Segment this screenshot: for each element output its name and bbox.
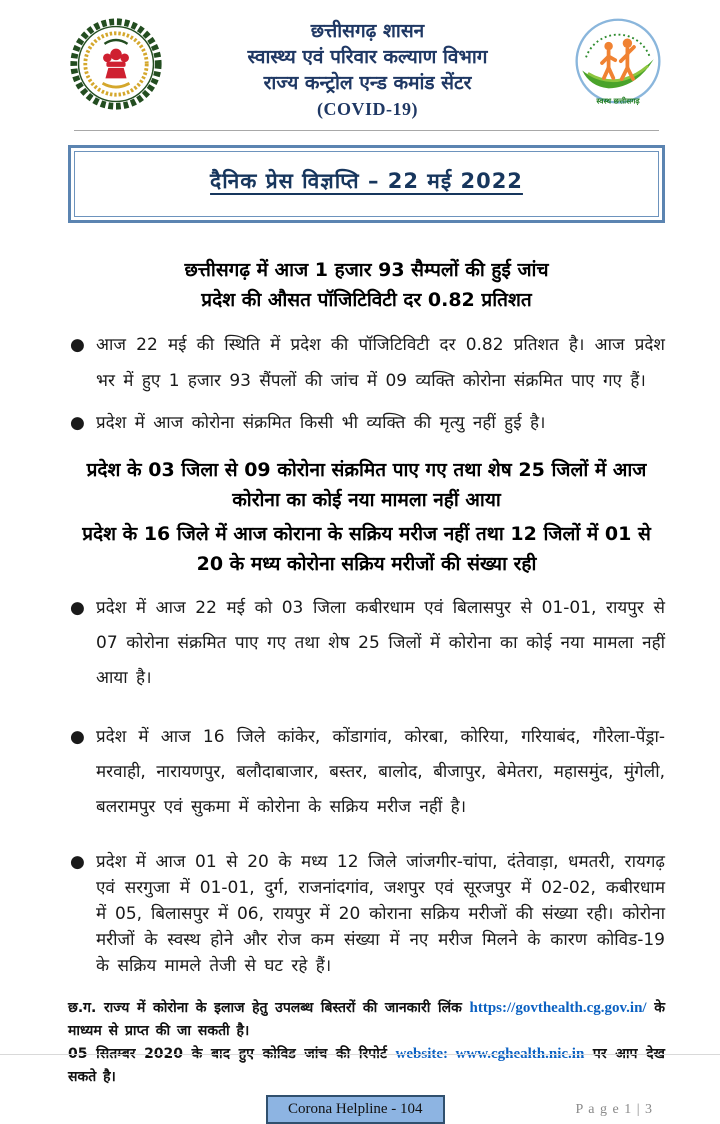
headline1-line1: छत्तीसगढ़ में आज 1 हजार 93 सैम्पलों की हुई जांच (184, 259, 549, 281)
headline-new-cases-districts: प्रदेश के 03 जिला से 09 कोरोना संक्रमित पाए गए तथा शेष 25 जिलों में आज कोरोना का कोई नया मामला नहीं आया (86, 459, 647, 511)
headline-samples-tested (68, 255, 665, 315)
government-name: छत्तीसगढ़ शासन (310, 20, 425, 42)
bullet-dot: ● (70, 413, 85, 433)
bed-availability-note (68, 997, 665, 1043)
covid-label: (COVID-19) (317, 99, 418, 119)
bullet-text: प्रदेश में आज 22 मई को 03 जिला कबीरधाम एवं बिलासपुर से 01-01, रायपुर से 07 कोरोना संक्रमित पाए गए तथा शेष 25 जिलों में कोरोना का कोई नया मामला नहीं आया है। (96, 598, 665, 688)
bullet-text: प्रदेश में आज 16 जिले कांकेर, कोंडागांव, कोरबा, कोरिया, गरियाबंद, गौरेला-पेंड्रा-मरवाही, नारायणपुर, बलौदाबाजार, बस्तर, बालोद, बीजापुर, बेमेतरा, महासमुंद, मुंगेली, बलरामपुर एवं सुकमा में कोरोना के सक्रिय मरीज नहीं है। (96, 727, 665, 817)
bullet-positivity-rate (68, 327, 665, 399)
headline-active-cases-districts: प्रदेश के 16 जिले में आज कोराना के सक्रिय मरीज नहीं तथा 12 जिलों में 01 से 20 के मध्य कोरोना सक्रिय मरीजों की संख्या रही (82, 523, 651, 575)
note2-suffix: पर आप देख सकते है। (68, 1046, 665, 1085)
document-header (68, 16, 665, 122)
control-center-name: राज्य कन्ट्रोल एन्ड कमांड सेंटर (263, 72, 472, 94)
bullet-text: प्रदेश में आज 01 से 20 के मध्य 12 जिले जांजगीर-चांपा, दंतेवाड़ा, धमतरी, रायगढ़ एवं सरगुजा में 01-01, दुर्ग, राजनांदगांव, जशपुर एवं सूरजपुर में 02-02, कबीरधाम में 05, बिलासपुर में 06, रायपुर में 20 कोराना सक्रिय मरीजों की संख्या रही। कोरोना मरीजों के स्वस्थ होने और रोज कम संख्या में नए मरीज मिलने के कारण कोविड-19 के सक्रिय मामले तेजी से घट रहे हैं। (96, 852, 665, 976)
bullet-district-new-cases (68, 591, 665, 696)
covid-report-note (68, 1043, 665, 1089)
bullet-dot: ● (70, 335, 85, 355)
note2-prefix: 05 सितम्बर 2020 के बाद हुए कोविड जांच की रिपोर्ट (68, 1046, 396, 1062)
title-box-inner (74, 151, 659, 217)
bullet-dot: ● (70, 598, 85, 618)
bullet-no-deaths (68, 405, 665, 441)
department-name: स्वास्थ्य एवं परिवार कल्याण विभाग (247, 46, 488, 68)
bullet-text: आज 22 मई की स्थिति में प्रदेश की पॉजिटिविटी दर 0.82 प्रतिशत है। आज प्रदेश भर में हुए 1 हजार 93 सैंपलों की जांच में 09 व्यक्ति कोरोना संक्रमित पाए गए हैं। (96, 335, 665, 391)
note1-suffix: के माध्यम से प्राप्त की जा सकती है। (68, 1000, 665, 1039)
note1-prefix: छ.ग. राज्य में कोरोना के इलाज हेतु उपलब्ध बिस्तरों की जानकारी लिंक (68, 1000, 470, 1016)
footer-notes (68, 997, 665, 1089)
header-divider (74, 130, 659, 131)
cghealth-website-link[interactable]: website: www.cghealth.nic.in (395, 1046, 585, 1062)
bullet-active-case-counts (68, 849, 665, 979)
logo-caption: स्वस्थ छत्तीसगढ़ (596, 96, 640, 106)
page-number: P a g e 1 | 3 (575, 1101, 653, 1117)
govthealth-link[interactable]: https://govthealth.cg.gov.in/ (469, 1000, 647, 1016)
swasth-chhattisgarh-logo-icon (571, 16, 665, 114)
bullet-text: प्रदेश में आज कोरोना संक्रमित किसी भी व्यक्ति की मृत्यु नहीं हुई है। (96, 413, 546, 433)
bullet-dot: ● (70, 727, 85, 747)
press-release-title-box (68, 145, 665, 223)
cg-government-emblem-icon (68, 16, 164, 116)
bullet-zero-active-districts (68, 720, 665, 825)
headline1-line2: प्रदेश की औसत पॉजिटिविटी दर 0.82 प्रतिशत (201, 289, 532, 311)
bullet-dot: ● (70, 852, 85, 872)
press-release-title: दैनिक प्रेस विज्ञप्ति – 22 मई 2022 (210, 169, 523, 193)
header-titles (164, 16, 571, 122)
corona-helpline-badge: Corona Helpline - 104 (266, 1095, 445, 1124)
footer-bottom (68, 1095, 665, 1124)
